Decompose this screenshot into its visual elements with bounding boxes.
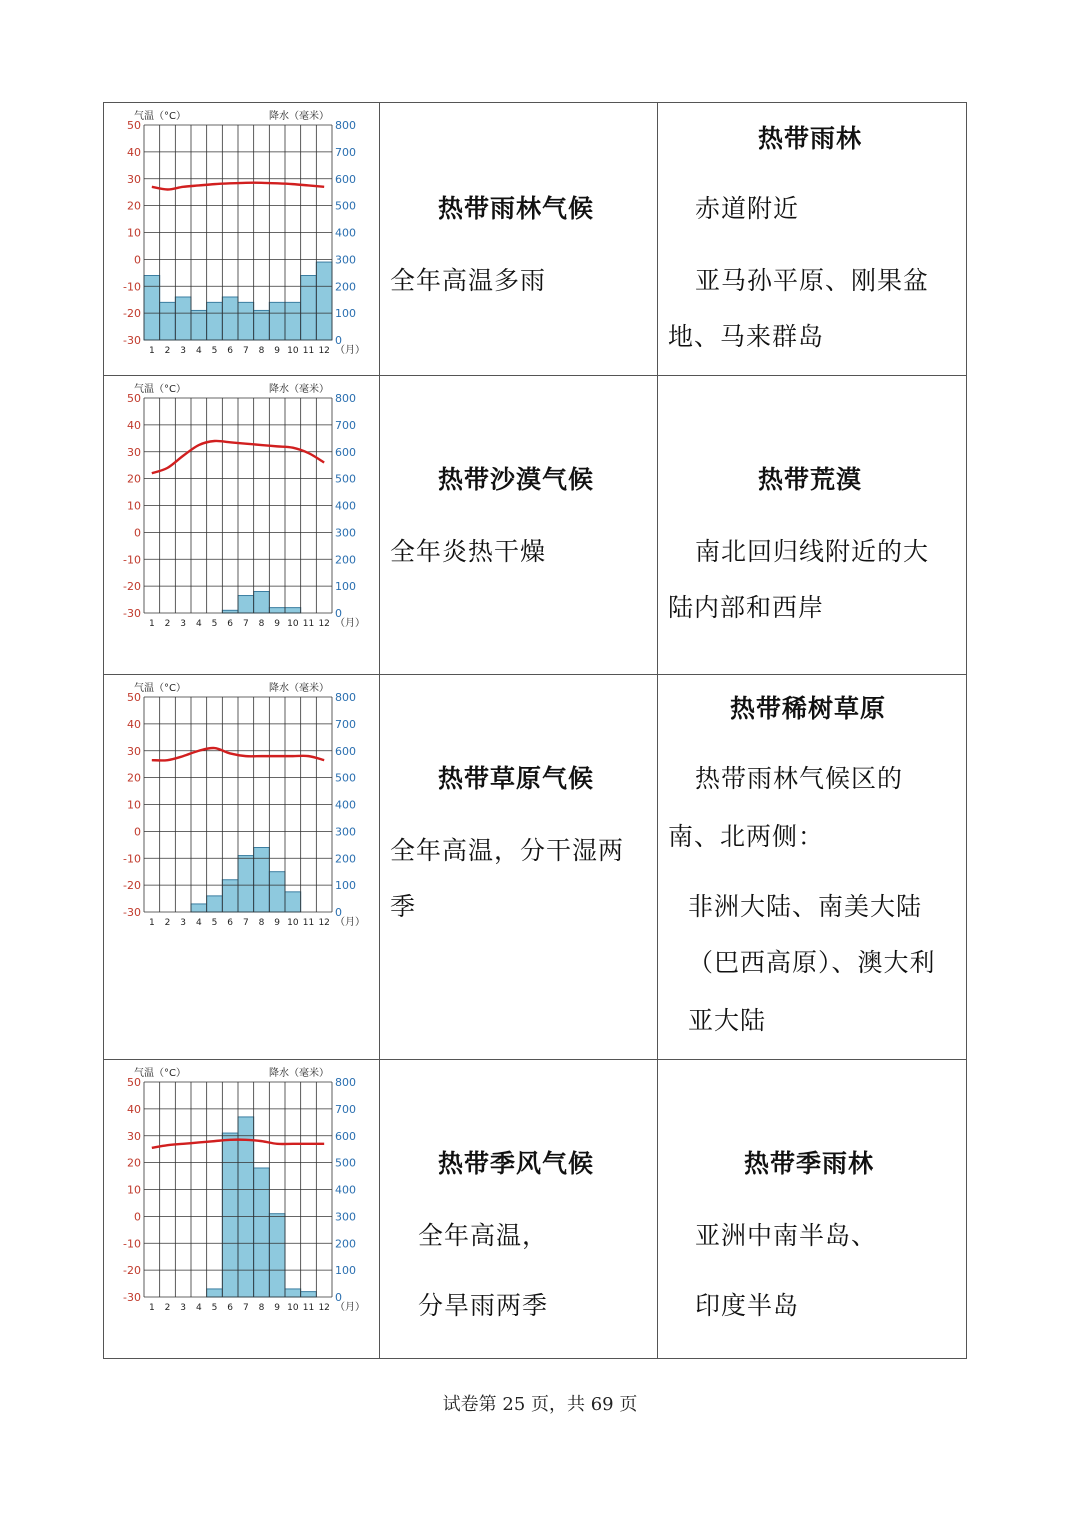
precip-bar	[160, 302, 176, 340]
climate-cell	[380, 1060, 658, 1359]
climate-feature: 分旱雨两季	[418, 1291, 549, 1320]
temp-axis-title: 气温（°C）	[134, 111, 186, 122]
month-label: 1	[148, 346, 155, 356]
month-label: 7	[242, 346, 249, 356]
temp-tick-label: -30	[123, 906, 141, 919]
month-label: 6	[227, 346, 234, 356]
month-axis-title: （月）	[335, 618, 365, 629]
month-label: 8	[258, 918, 265, 928]
precip-tick-label: 400	[335, 499, 356, 513]
month-label: 1	[148, 918, 155, 928]
region-cell	[658, 1060, 967, 1359]
temp-tick-label: 40	[127, 145, 141, 159]
precip-bar	[301, 276, 317, 341]
precip-tick-label: 0	[335, 334, 342, 347]
precip-tick-label: 200	[335, 1237, 356, 1251]
precip-bar	[222, 297, 238, 340]
temp-tick-label: -20	[123, 307, 141, 321]
precip-bar	[222, 610, 238, 613]
month-label: 2	[164, 619, 171, 629]
precip-bar	[238, 856, 254, 912]
temp-tick-label: 0	[134, 526, 141, 540]
chart-cell	[104, 1060, 380, 1359]
precip-bar	[144, 276, 160, 341]
precip-axis-title: 降水（毫米）	[269, 1068, 329, 1079]
precip-tick-label: 0	[335, 1291, 342, 1304]
climate-cell	[380, 103, 658, 376]
distribution-line: 热带雨林气候区的	[695, 764, 904, 793]
precip-tick-label: 800	[335, 119, 356, 132]
month-label: 9	[274, 1303, 281, 1313]
distribution-line: 地、马来群岛	[668, 322, 825, 351]
region-cell	[658, 376, 967, 675]
precip-tick-label: 100	[335, 1264, 356, 1278]
precip-bar	[254, 592, 270, 614]
precip-tick-label: 400	[335, 1183, 356, 1197]
temp-tick-label: -20	[123, 879, 141, 893]
table-row	[104, 1060, 967, 1359]
month-label: 8	[258, 1303, 265, 1313]
temp-tick-label: 30	[127, 172, 141, 186]
temp-tick-label: -10	[123, 553, 141, 567]
precip-tick-label: 800	[335, 392, 356, 405]
temp-tick-label: 40	[127, 1102, 141, 1116]
month-label: 4	[195, 346, 202, 356]
table-row	[104, 376, 967, 675]
vegetation-name: 热带荒漠	[758, 465, 863, 494]
table-row	[104, 103, 967, 376]
table-row	[104, 675, 967, 1060]
climate-feature: 全年高温，	[418, 1221, 549, 1250]
precip-bar	[269, 608, 285, 613]
precip-tick-label: 100	[335, 580, 356, 594]
region-cell	[658, 675, 967, 1060]
precip-tick-label: 800	[335, 1076, 356, 1089]
climate-cell	[380, 376, 658, 675]
month-label: 11	[302, 619, 315, 629]
month-label: 5	[211, 619, 218, 629]
month-label: 6	[227, 619, 234, 629]
precip-bar	[254, 310, 270, 340]
month-label: 11	[302, 346, 315, 356]
month-label: 11	[302, 918, 315, 928]
precip-bar	[269, 1214, 285, 1297]
precip-bar	[269, 302, 285, 340]
climate-feature: 季	[390, 892, 417, 921]
precip-tick-label: 600	[335, 172, 356, 186]
distribution-line: 亚马孙平原、刚果盆	[695, 266, 930, 295]
temp-tick-label: -30	[123, 1291, 141, 1304]
precip-bar	[191, 310, 207, 340]
precip-tick-label: 0	[335, 607, 342, 620]
temp-tick-label: -30	[123, 334, 141, 347]
temp-tick-label: -20	[123, 580, 141, 594]
precip-tick-label: 700	[335, 145, 356, 159]
precip-tick-label: 700	[335, 717, 356, 731]
vegetation-name: 热带季雨林	[744, 1149, 875, 1178]
chart-cell	[104, 103, 380, 376]
temp-tick-label: 20	[127, 1156, 141, 1170]
month-axis-title: （月）	[335, 1302, 365, 1313]
distribution-line: （巴西高原）、澳大利	[688, 948, 936, 977]
precip-tick-label: 600	[335, 1129, 356, 1143]
climate-table	[103, 102, 967, 1359]
climate-feature: 全年炎热干燥	[390, 537, 547, 566]
precip-bar	[316, 262, 332, 340]
month-label: 5	[211, 1303, 218, 1313]
month-label: 9	[274, 918, 281, 928]
month-label: 9	[274, 346, 281, 356]
temp-tick-label: 30	[127, 744, 141, 758]
month-label: 11	[302, 1303, 315, 1313]
month-label: 2	[164, 918, 171, 928]
precip-tick-label: 100	[335, 307, 356, 321]
month-label: 4	[195, 918, 202, 928]
temp-tick-label: -10	[123, 852, 141, 866]
month-label: 2	[164, 1303, 171, 1313]
precip-tick-label: 600	[335, 744, 356, 758]
month-label: 3	[180, 1303, 187, 1313]
temp-tick-label: 50	[127, 691, 141, 704]
temp-tick-label: 40	[127, 418, 141, 432]
month-label: 7	[242, 619, 249, 629]
precip-tick-label: 300	[335, 253, 356, 267]
distribution-line: 赤道附近	[695, 194, 800, 223]
precip-tick-label: 500	[335, 771, 356, 785]
month-label: 5	[211, 346, 218, 356]
temp-axis-title: 气温（°C）	[134, 384, 186, 395]
precip-axis-title: 降水（毫米）	[269, 111, 329, 122]
page-footer: 试卷第 25 页，共 69 页	[442, 1394, 638, 1415]
precip-bar	[301, 1292, 317, 1297]
temp-tick-label: -10	[123, 1237, 141, 1251]
precip-tick-label: 500	[335, 1156, 356, 1170]
precip-axis-title: 降水（毫米）	[269, 384, 329, 395]
precip-bar	[254, 848, 270, 913]
month-axis-title: （月）	[335, 345, 365, 356]
precip-tick-label: 200	[335, 553, 356, 567]
climate-name: 热带草原气候	[438, 764, 595, 793]
precip-bar	[222, 880, 238, 912]
region-cell	[658, 103, 967, 376]
precip-bar	[207, 1289, 223, 1297]
precip-tick-label: 100	[335, 879, 356, 893]
distribution-line: 亚大陆	[688, 1006, 767, 1035]
month-label: 10	[287, 1303, 299, 1313]
precip-tick-label: 400	[335, 798, 356, 812]
temp-axis-title: 气温（°C）	[134, 1068, 186, 1079]
temp-tick-label: 0	[134, 825, 141, 839]
temp-tick-label: 20	[127, 199, 141, 213]
distribution-line: 印度半岛	[695, 1291, 800, 1320]
temp-tick-label: 20	[127, 472, 141, 486]
climate-chart	[104, 103, 376, 373]
precip-tick-label: 300	[335, 825, 356, 839]
climate-name: 热带季风气候	[438, 1149, 595, 1178]
precip-bar	[238, 302, 254, 340]
temp-axis-title: 气温（°C）	[134, 683, 186, 694]
month-label: 12	[318, 346, 330, 356]
temp-tick-label: 30	[127, 445, 141, 459]
precip-tick-label: 200	[335, 852, 356, 866]
distribution-line: 南、北两侧：	[668, 822, 825, 851]
month-label: 6	[227, 1303, 234, 1313]
temp-tick-label: 10	[127, 499, 141, 513]
precip-axis-title: 降水（毫米）	[269, 683, 329, 694]
climate-name: 热带沙漠气候	[438, 465, 595, 494]
precip-tick-label: 300	[335, 526, 356, 540]
temp-tick-label: 40	[127, 717, 141, 731]
distribution-line: 亚洲中南半岛、	[695, 1221, 878, 1250]
precip-bar	[285, 1289, 301, 1297]
chart-cell	[104, 376, 380, 675]
climate-chart	[104, 675, 376, 1057]
vegetation-name: 热带稀树草原	[730, 694, 887, 723]
precip-bar	[285, 608, 301, 613]
month-label: 4	[195, 619, 202, 629]
precip-tick-label: 500	[335, 472, 356, 486]
month-label: 5	[211, 918, 218, 928]
temp-tick-label: 50	[127, 392, 141, 405]
temp-tick-label: -20	[123, 1264, 141, 1278]
month-label: 4	[195, 1303, 202, 1313]
precip-bar	[269, 872, 285, 912]
precip-bar	[238, 596, 254, 613]
climate-chart	[104, 1060, 376, 1356]
month-label: 3	[180, 918, 187, 928]
vegetation-name: 热带雨林	[758, 124, 863, 153]
month-label: 7	[242, 918, 249, 928]
temp-tick-label: 10	[127, 798, 141, 812]
precip-bar	[254, 1168, 270, 1297]
temp-tick-label: 10	[127, 226, 141, 240]
precip-tick-label: 300	[335, 1210, 356, 1224]
month-label: 12	[318, 619, 330, 629]
month-label: 3	[180, 619, 187, 629]
temp-tick-label: -30	[123, 607, 141, 620]
precip-tick-label: 600	[335, 445, 356, 459]
distribution-line: 南北回归线附近的大	[695, 537, 930, 566]
month-label: 7	[242, 1303, 249, 1313]
temp-tick-label: 50	[127, 119, 141, 132]
month-label: 2	[164, 346, 171, 356]
temp-tick-label: 50	[127, 1076, 141, 1089]
precip-bar	[191, 904, 207, 912]
month-label: 10	[287, 619, 299, 629]
precip-bar	[207, 896, 223, 912]
precip-tick-label: 400	[335, 226, 356, 240]
climate-cell	[380, 675, 658, 1060]
month-label: 1	[148, 619, 155, 629]
month-label: 8	[258, 346, 265, 356]
month-label: 10	[287, 918, 299, 928]
month-axis-title: （月）	[335, 917, 365, 928]
temp-tick-label: 10	[127, 1183, 141, 1197]
month-label: 12	[318, 918, 330, 928]
month-label: 12	[318, 1303, 330, 1313]
month-label: 1	[148, 1303, 155, 1313]
temp-tick-label: 30	[127, 1129, 141, 1143]
precip-tick-label: 700	[335, 1102, 356, 1116]
climate-chart	[104, 376, 376, 672]
climate-name: 热带雨林气候	[438, 194, 595, 223]
precip-bar	[175, 297, 191, 340]
month-label: 3	[180, 346, 187, 356]
month-label: 9	[274, 619, 281, 629]
distribution-line: 非洲大陆、南美大陆	[688, 892, 923, 921]
precip-tick-label: 700	[335, 418, 356, 432]
precip-bar	[285, 892, 301, 912]
precip-tick-label: 500	[335, 199, 356, 213]
chart-cell	[104, 675, 380, 1060]
temp-tick-label: 0	[134, 253, 141, 267]
temp-tick-label: -10	[123, 280, 141, 294]
precip-tick-label: 0	[335, 906, 342, 919]
month-label: 8	[258, 619, 265, 629]
month-label: 6	[227, 918, 234, 928]
climate-feature: 全年高温，分干湿两	[390, 836, 625, 865]
temp-tick-label: 20	[127, 771, 141, 785]
precip-bar	[222, 1133, 238, 1297]
precip-tick-label: 800	[335, 691, 356, 704]
precip-bar	[207, 302, 223, 340]
precip-bar	[285, 302, 301, 340]
month-label: 10	[287, 346, 299, 356]
temp-tick-label: 0	[134, 1210, 141, 1224]
precip-tick-label: 200	[335, 280, 356, 294]
distribution-line: 陆内部和西岸	[668, 593, 825, 622]
climate-feature: 全年高温多雨	[390, 266, 547, 295]
